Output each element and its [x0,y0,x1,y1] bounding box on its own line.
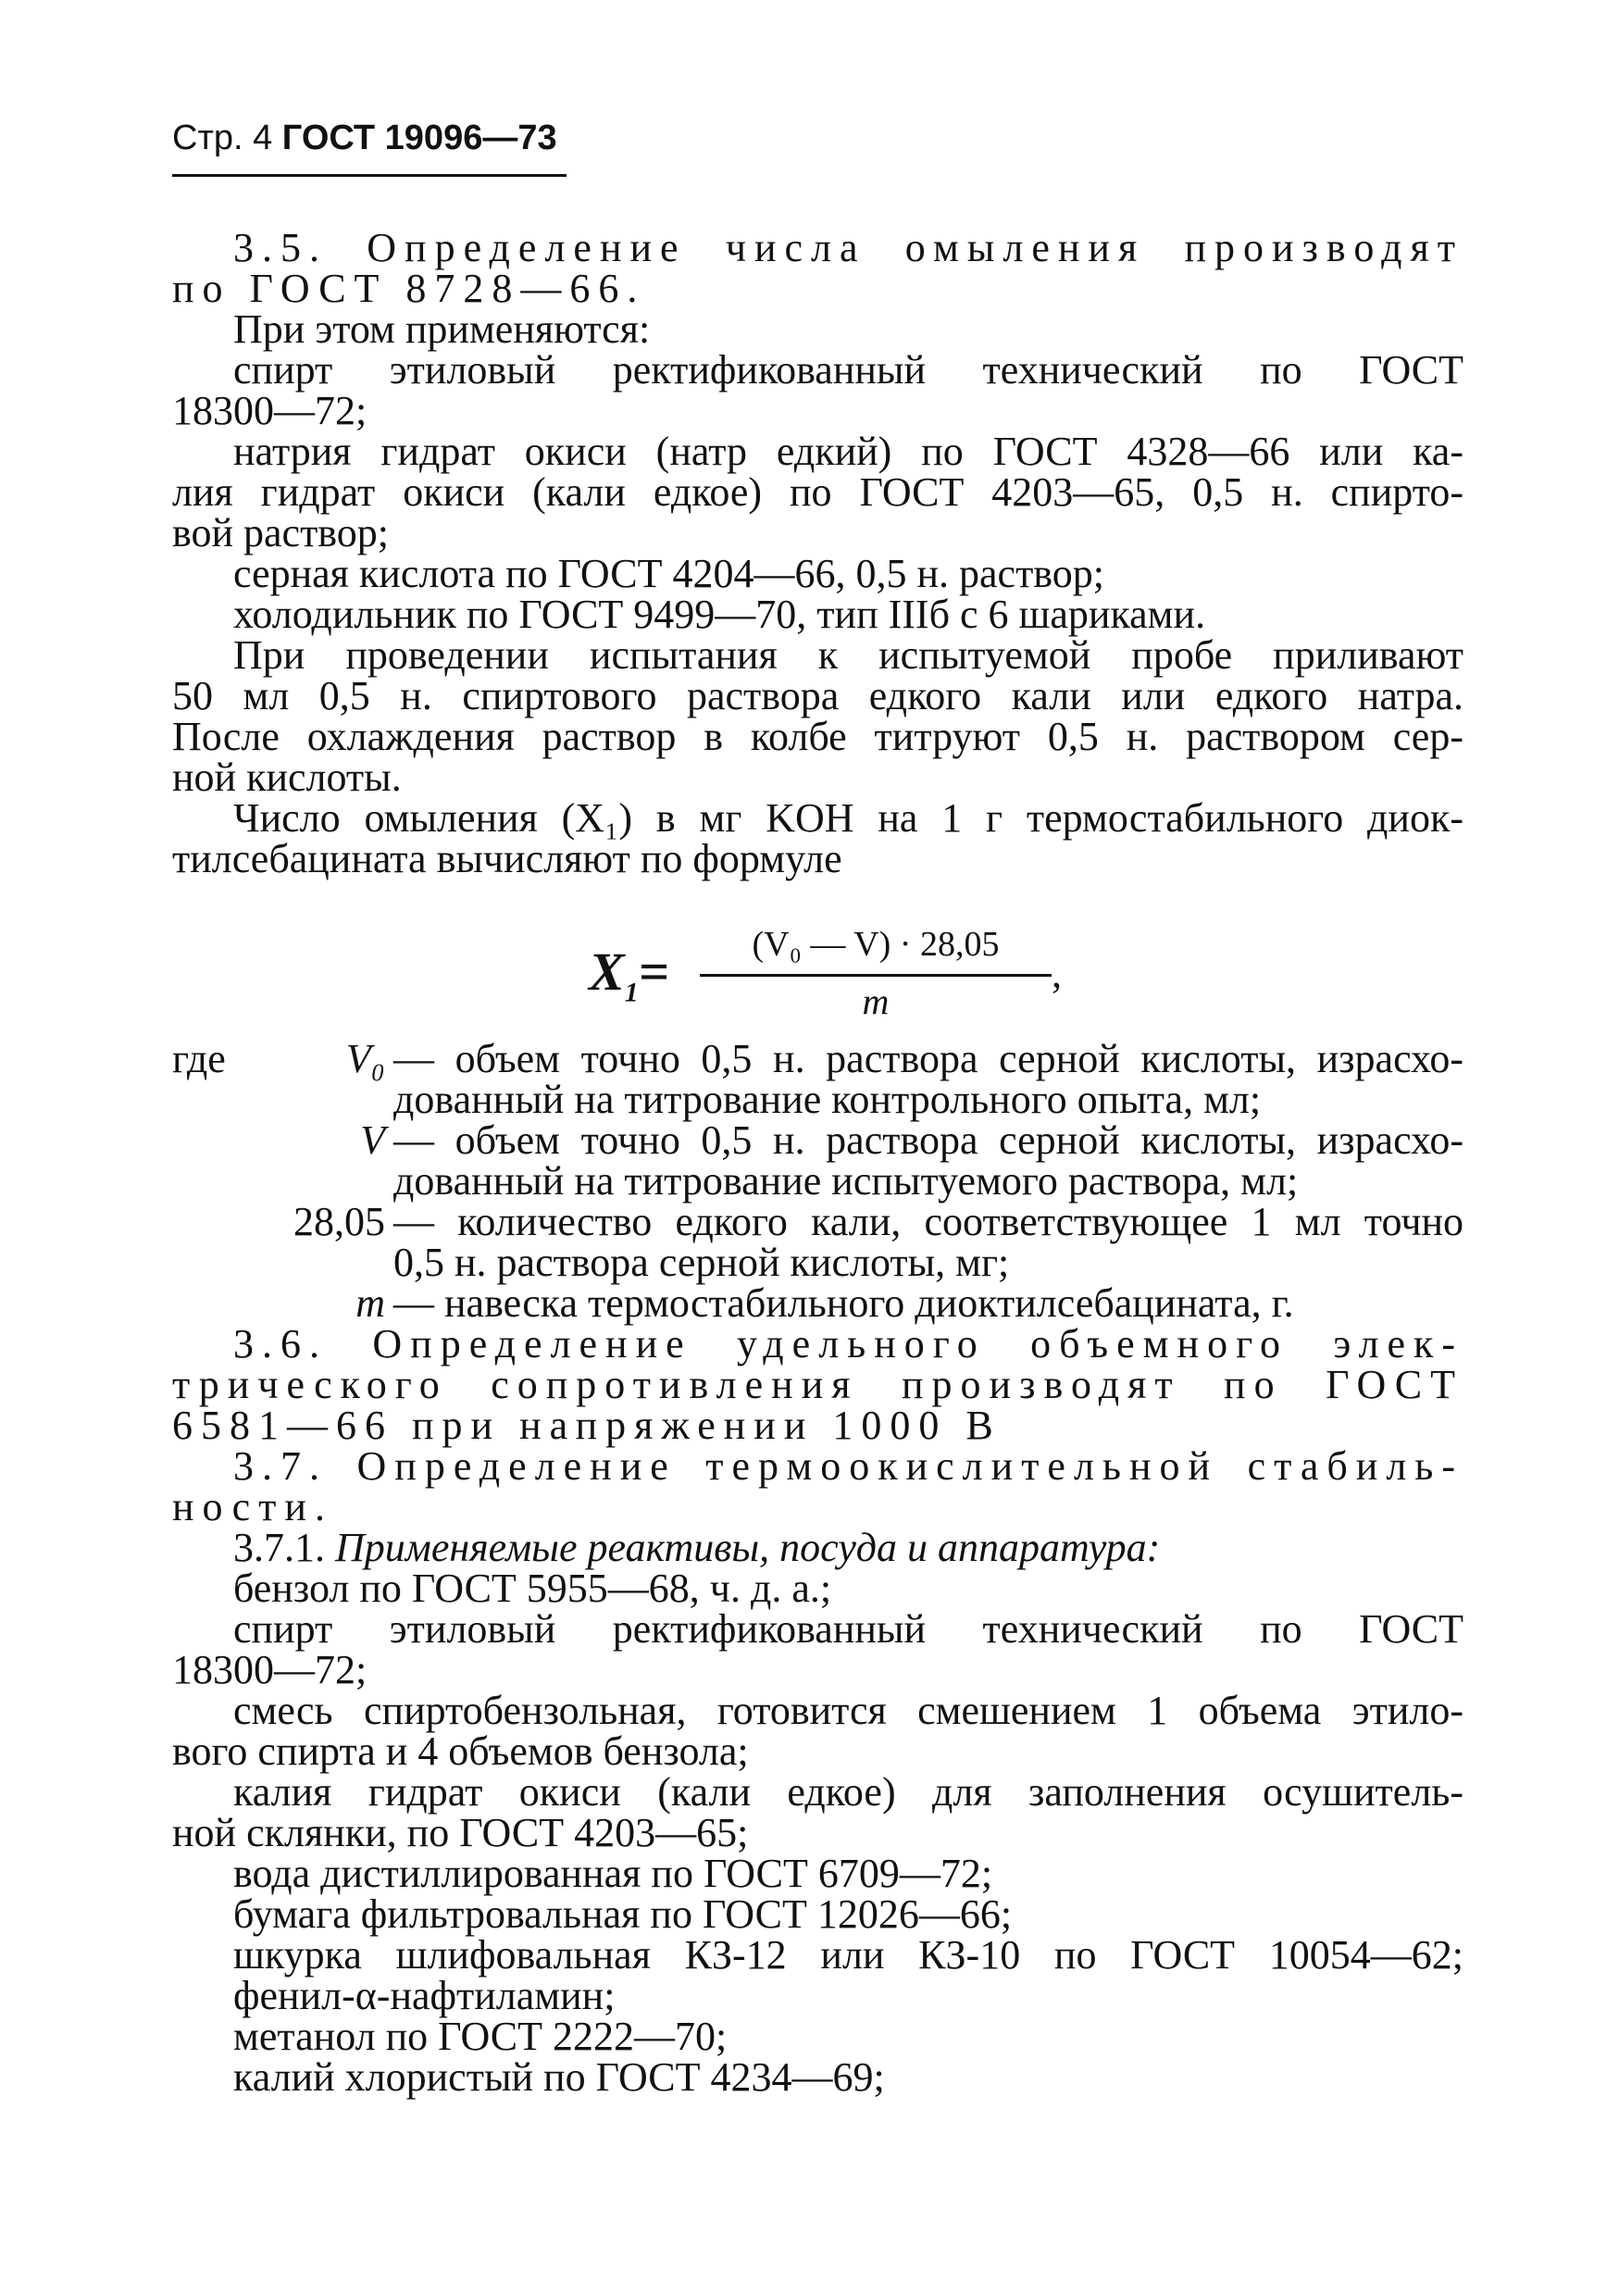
formula-comma: , [1052,951,1062,996]
text-line: 18300—72; [172,388,367,433]
text-line: спирт этиловый ректификованный технический по ГОСТ [233,347,1463,393]
text-line: Число омыления (X₁) в мг KOH на 1 г термостабильного диок- [233,795,1463,841]
formula-denominator: m [862,980,890,1022]
term-definition: — количество едкого кали, соответствующее 1 мл точно [393,1199,1463,1244]
where-label: где [172,1036,226,1081]
reagent-item: бумага фильтровальная по ГОСТ 12026—66; [233,1891,1013,1937]
reagent-item: метанол по ГОСТ 2222—70; [233,2014,728,2059]
formula-lhs: $X_1=$ [589,942,669,1008]
header-rule [172,174,567,177]
reagent-item: смесь спиртобензольная, готовится смешением 1 объема этило- [233,1688,1463,1733]
text-line: При этом применяются: [233,306,651,352]
saponification-formula [589,922,1062,1033]
term-definition: — объем точно 0,5 н. раствора серной кислоты, израсхо- [393,1036,1463,1081]
term-symbol: m [355,1280,385,1326]
text-line: трического сопротивления производят по ГОСТ [172,1362,1463,1407]
text-line: ной склянки, по ГОСТ 4203—65; [172,1810,749,1855]
formula-numerator: (V₀ — V) · 28,05 [752,925,1000,964]
text-line: 50 мл 0,5 н. спиртового раствора едкого кали или едкого натра. [172,673,1463,718]
term-definition: 0,5 н. раствора серной кислоты, мг; [393,1240,1010,1285]
term-symbol: V₀ [345,1036,385,1081]
text-line: серная кислота по ГОСТ 4204—66, 0,5 н. раствор; [233,551,1104,596]
text-line: лия гидрат окиси (кали едкое) по ГОСТ 4203—65, 0,5 н. спирто- [172,469,1463,515]
reagent-item: вода дистиллированная по ГОСТ 6709—72; [233,1851,993,1896]
text-line: 6581—66 при напряжении 1000 В [172,1403,1002,1448]
text-line: При проведении испытания к испытуемой пробе приливают [233,632,1463,678]
standard-code: ГОСТ 19096—73 [281,119,557,157]
reagent-item: бензол по ГОСТ 5955—68, ч. д. а.; [233,1566,832,1611]
text-line: ности. [172,1484,333,1529]
fraction-bar [700,974,1052,977]
section-3-7-1-heading [233,1525,1463,1570]
term-definition: — объем точно 0,5 н. раствора серной кислоты, израсхо- [393,1117,1463,1163]
page-header [172,119,557,158]
text-line: вого спирта и 4 объемов бензола; [172,1728,749,1774]
section-3-7-heading: 3.7. Определение термоокислительной стабиль- [233,1443,1463,1489]
section-3-6-heading: 3.6. Определение удельного объемного элек- [233,1321,1463,1366]
text-line: по ГОСТ 8728—66. [172,266,646,311]
text-line: вой раствор; [172,510,390,555]
page-number: Стр. 4 [172,119,273,157]
text-line: После охлаждения раствор в колбе титруют 0,5 н. раствором сер- [172,714,1463,759]
reagent-item: шкурка шлифовальная КЗ-12 или КЗ-10 по ГОСТ 10054—62; [233,1932,1463,1978]
section-3-5-heading: 3.5. Определение числа омыления производят [233,225,1463,270]
reagent-item: спирт этиловый ректификованный технический по ГОСТ [233,1606,1463,1652]
text-line: холодильник по ГОСТ 9499—70, тип IIIб с 6 шариками. [233,592,1206,637]
text-line: 18300—72; [172,1647,367,1692]
reagent-item: калия гидрат окиси (кали едкое) для заполнения осушитель- [233,1769,1463,1815]
term-definition: — навеска термостабильного диоктилсебацината, г. [393,1280,1294,1326]
text-line: натрия гидрат окиси (натр едкий) по ГОСТ 4328—66 или ка- [233,429,1463,474]
term-symbol: V [360,1117,385,1163]
section-number: 3.7.1. [233,1525,325,1570]
term-definition: дованный на титрование контрольного опыта, мл; [393,1077,1262,1122]
term-definition: дованный на титрование испытуемого раствора, мл; [393,1158,1299,1204]
section-title: Применяемые реактивы, посуда и аппаратура: [335,1525,1161,1570]
text-line: ной кислоты. [172,755,402,800]
reagent-item: фенил-α-нафтиламин; [233,1973,616,2018]
reagent-item: калий хлористый по ГОСТ 4234—69; [233,2054,885,2100]
text-line: тилсебацината вычисляют по формуле [172,836,842,881]
term-symbol: 28,05 [293,1199,385,1244]
